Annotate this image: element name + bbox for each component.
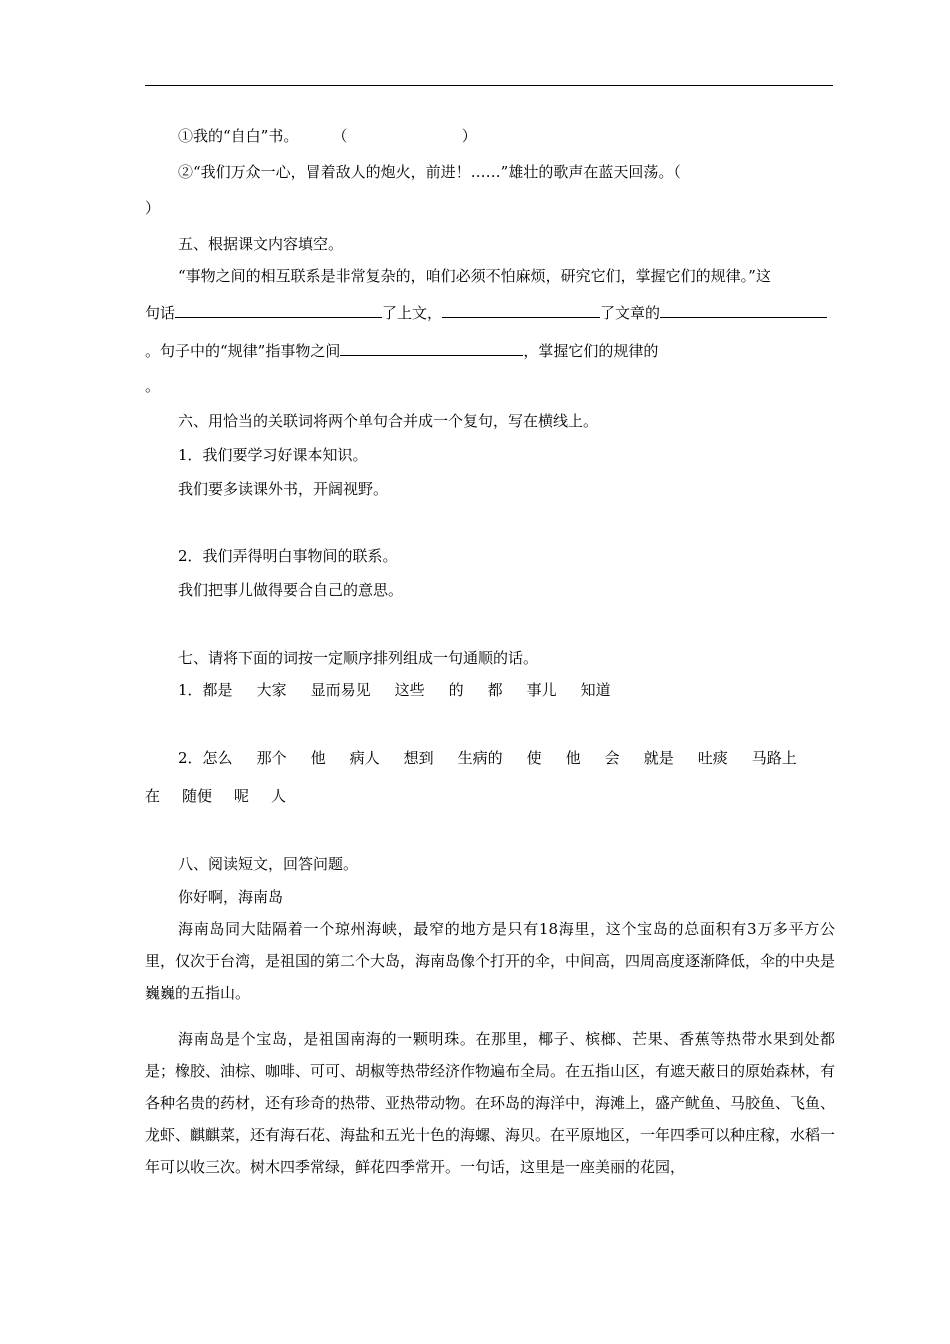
q6-pair-1-a: 1．我们要学习好课本知识。 (178, 446, 368, 464)
word-token: 的 (448, 681, 464, 699)
answer-blank-1[interactable] (175, 302, 382, 318)
q7-s2-label: 2． (178, 749, 203, 767)
q8-heading: 八、阅读短文，回答问题。 (178, 855, 359, 873)
word-token: 他 (310, 749, 326, 767)
word-token: 病人 (349, 749, 380, 767)
word-token: 会 (604, 749, 620, 767)
answer-blank-2[interactable] (442, 302, 600, 318)
q4-item-2-close: ） (145, 199, 161, 217)
word-token: 马路上 (751, 749, 797, 767)
word-token: 知道 (580, 681, 611, 699)
word-token: 那个 (256, 749, 287, 767)
header-rule (145, 85, 833, 86)
word-token: 在 (145, 787, 161, 805)
q7-heading: 七、请将下面的词按一定顺序排列组成一句通顺的话。 (178, 649, 539, 667)
answer-blank-3[interactable] (660, 302, 827, 318)
q5-heading: 五、根据课文内容填空。 (178, 235, 344, 253)
word-token: 他 (565, 749, 581, 767)
q6-pair-2-b: 我们把事儿做得要合自己的意思。 (178, 581, 404, 599)
q5-line-3 (145, 340, 658, 361)
q6-heading: 六、用恰当的关联词将两个单句合并成一个复句，写在横线上。 (178, 412, 599, 430)
word-token: 呢 (234, 787, 250, 805)
word-token: 吐痰 (697, 749, 728, 767)
q6-pair-2-a: 2．我们弄得明白事物间的联系。 (178, 547, 398, 565)
q8-paragraph-2: 海南岛是个宝岛，是祖国南海的一颗明珠。在那里，椰子、槟榔、芒果、香蕉等热带水果到处都是；橡胶、油棕、咖啡、可可、胡椒等热带经济作物遍布全局。在五指山区，有遮天蔽日的原始森林，有各种名贵的药材，还有珍奇的热带、亚热带动物。在环岛的海洋中，海滩上，盛产鱿鱼、马胶鱼、飞鱼、龙虾、麒麒菜，还有海石花、海盐和五光十色的海螺、海贝。在平原地区，一年四季可以种庄稼，水稻一年可以收三次。树木四季常绿，鲜花四季常开。一句话，这里是一座美丽的花园， (145, 1030, 836, 1176)
q5-line-2 (145, 302, 827, 323)
word-token: 生病的 (457, 749, 503, 767)
q7-s1-words (203, 681, 635, 699)
word-token: 人 (271, 787, 287, 805)
q4-item-1-paren: （ ） (332, 127, 477, 145)
q8-paragraph-1: 海南岛同大陆隔着一个琼州海峡，最窄的地方是只有18海里，这个宝岛的总面积有3万多平方公里，仅次于台湾，是祖国的第二个大岛，海南岛像个打开的伞，中间高，四周高度逐渐降低，伞的中央是巍巍的五指山。 (145, 920, 836, 1002)
q7-s2-words (203, 749, 821, 767)
q7-sentence-2-cont (145, 786, 308, 806)
q4-item-1 (178, 126, 477, 146)
word-token: 就是 (643, 749, 674, 767)
word-token: 都是 (202, 681, 233, 699)
word-token: 显而易见 (310, 681, 371, 699)
word-token: 怎么 (202, 749, 233, 767)
word-token: 大家 (256, 681, 287, 699)
q5-quote: “事物之间的相互联系是非常复杂的，咱们必须不怕麻烦，研究它们，掌握它们的规律。”这 (178, 267, 771, 285)
q5-line-4: 。 (145, 377, 161, 395)
word-token: 使 (526, 749, 542, 767)
q5-line-2-b: 了上文， (382, 304, 443, 322)
word-token: 想到 (403, 749, 434, 767)
q6-pair-1-b: 我们要多读课外书，开阔视野。 (178, 480, 389, 498)
q4-item-2: ②“我们万众一心，冒着敌人的炮火，前进！……”雄壮的歌声在蓝天回荡。（ (178, 163, 681, 181)
q7-sentence-1 (178, 680, 635, 700)
q8-title: 你好啊，海南岛 (178, 888, 284, 906)
word-token: 这些 (394, 681, 425, 699)
q5-line-3-a: 。句子中的“规律”指事物之间 (145, 342, 341, 360)
q4-item-1-text: ①我的“自白”书。 (178, 127, 299, 145)
word-token: 都 (487, 681, 503, 699)
q7-s1-label: 1． (178, 681, 203, 699)
q5-line-2-a: 句话 (145, 304, 176, 322)
q5-line-3-b: ，掌握它们的规律的 (523, 342, 659, 360)
word-token: 事儿 (526, 681, 557, 699)
answer-blank-4[interactable] (340, 340, 523, 356)
word-token: 随便 (182, 787, 213, 805)
q5-line-2-c: 了文章的 (600, 304, 661, 322)
q7-sentence-2 (178, 748, 821, 768)
